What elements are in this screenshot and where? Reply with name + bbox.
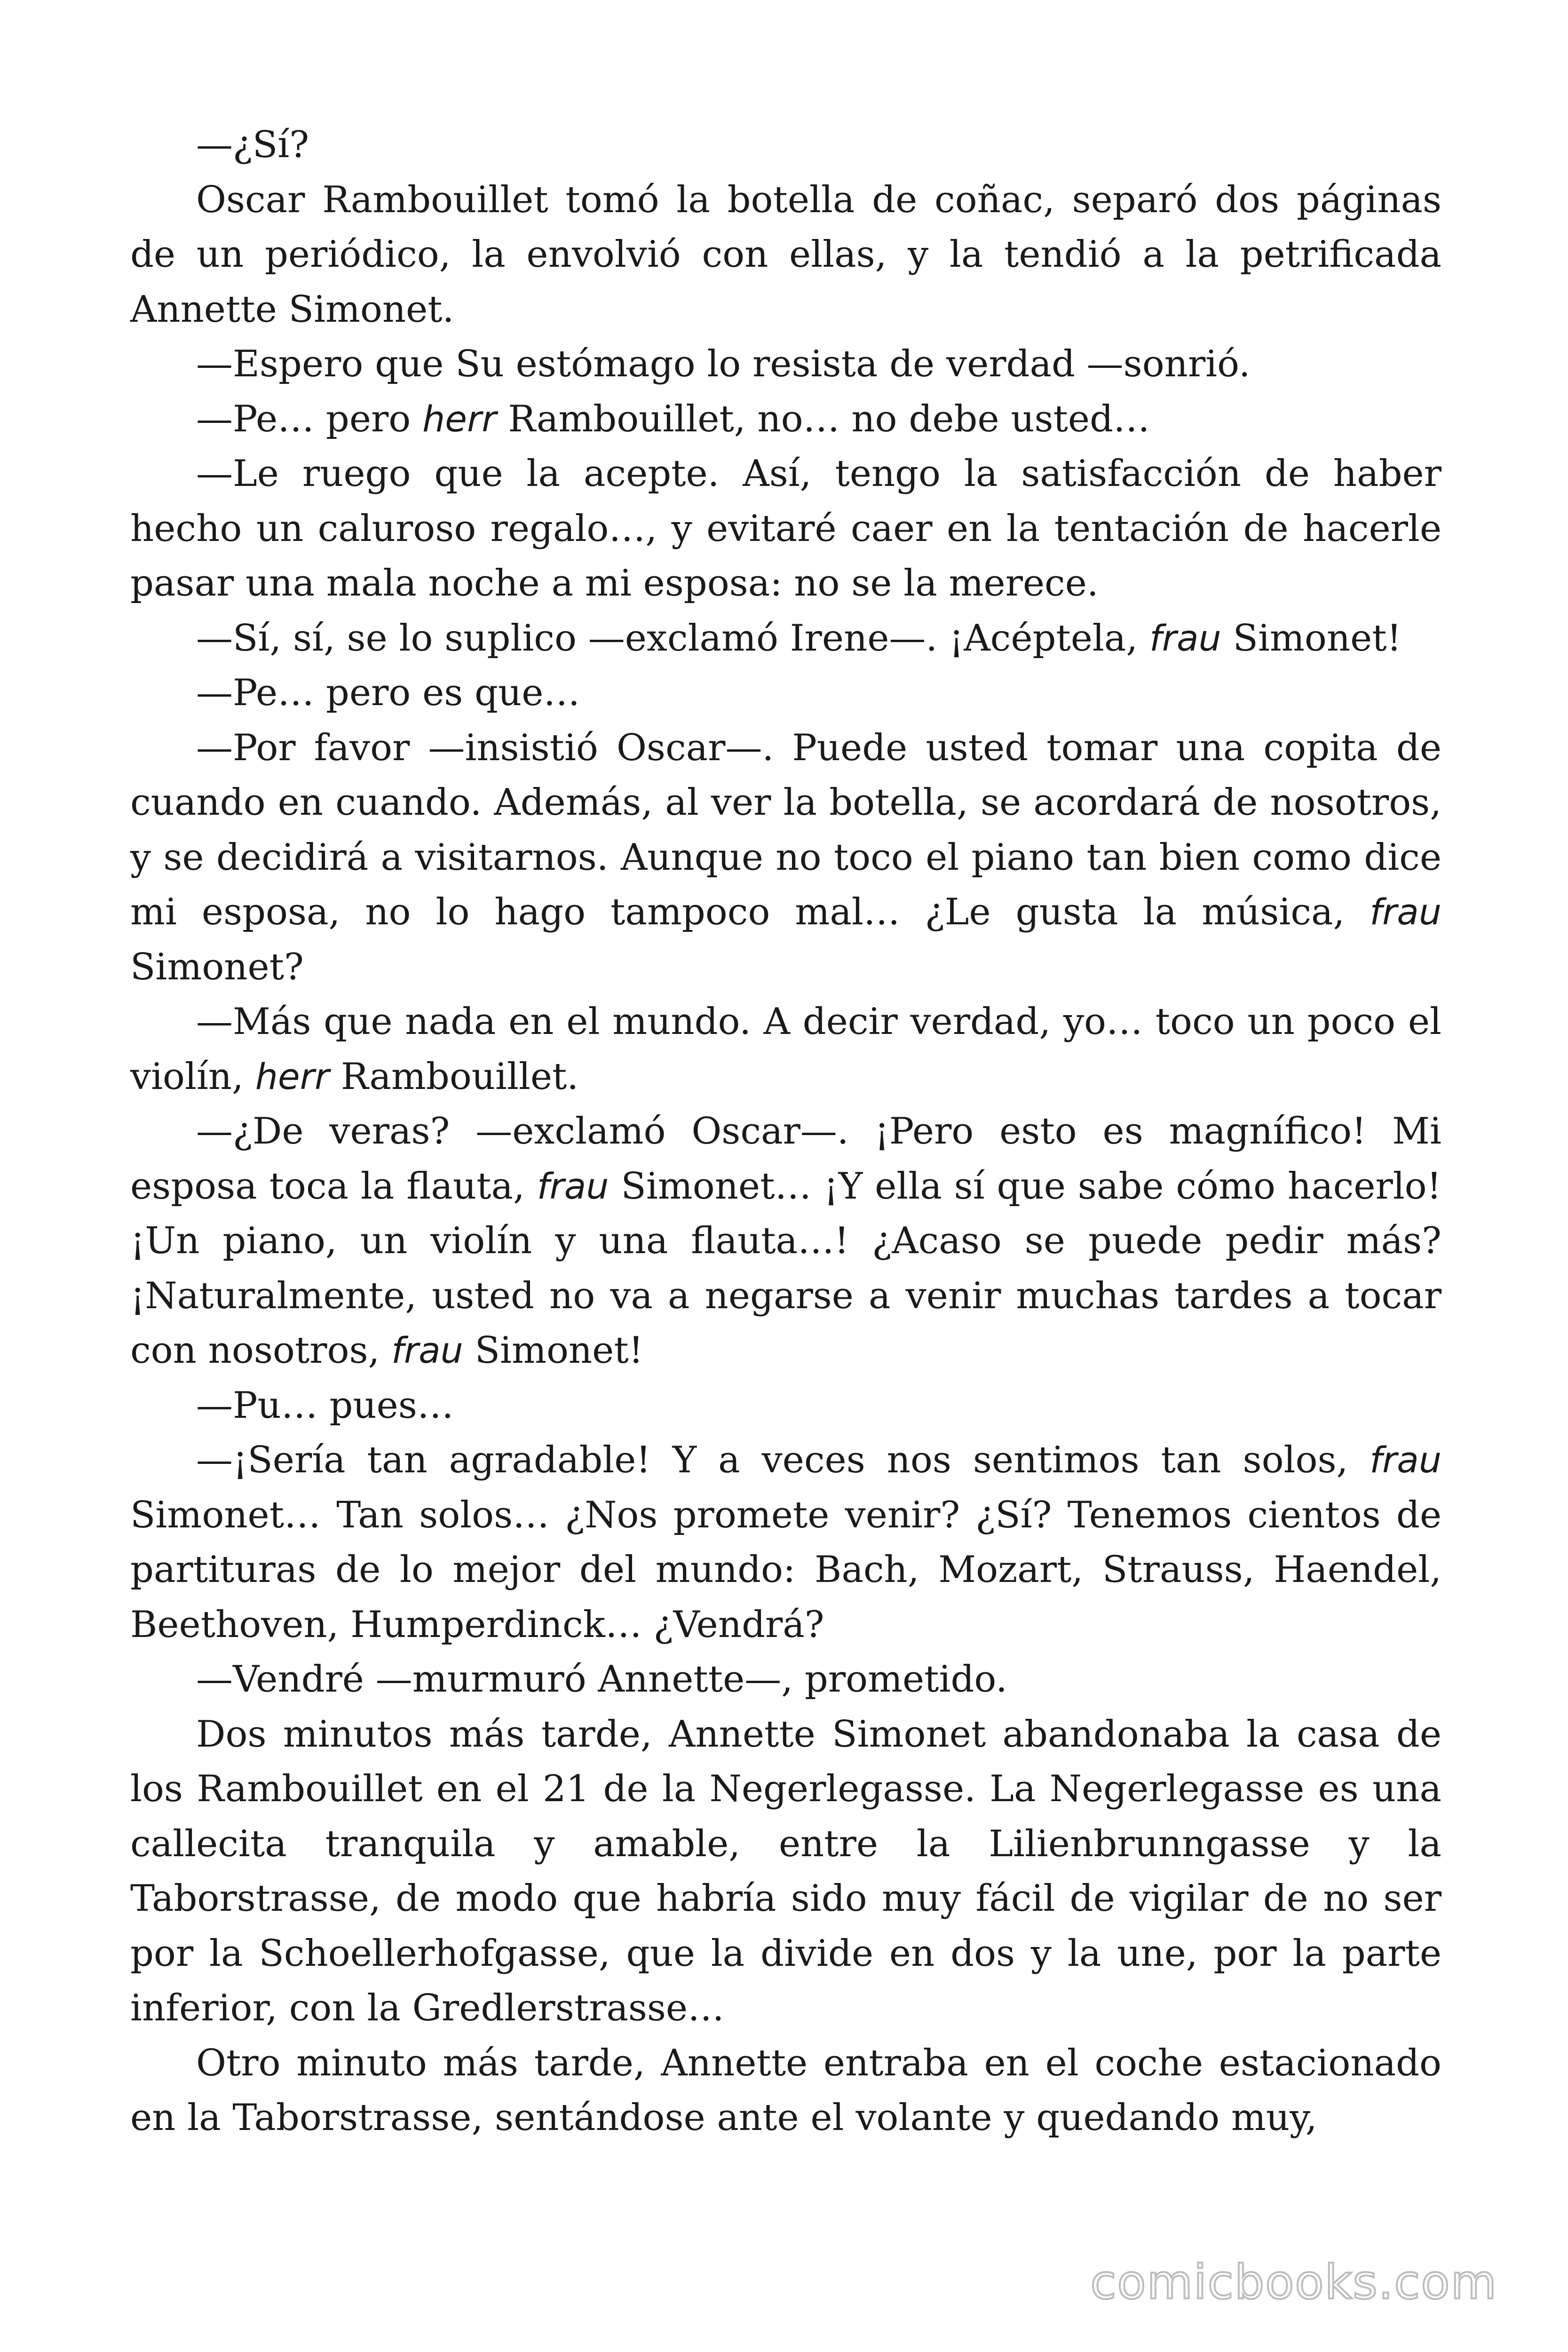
- italic-term: frau: [391, 1329, 463, 1371]
- page-body: [130, 118, 1441, 2145]
- text-run: Rambouillet, no… no debe usted…: [496, 397, 1150, 440]
- paragraph: [130, 173, 1441, 337]
- paragraph: [130, 1652, 1441, 1707]
- text-run: Simonet… Tan solos… ¿Nos promete venir? ¿Sí? Tenemos cientos de partituras de lo mejor del mundo: Bach, Mozart, Strauss, Haendel, Beethoven, Humperdinck… ¿Vendrá?: [130, 1494, 1441, 1646]
- italic-term: herr: [255, 1055, 330, 1097]
- text-run: —¿Sí?: [196, 124, 309, 166]
- paragraph: [130, 1433, 1441, 1652]
- paragraph: [130, 994, 1441, 1104]
- paragraph: [130, 2036, 1441, 2145]
- text-run: —Sí, sí, se lo suplico —exclamó Irene—. ¡Acéptela,: [196, 617, 1149, 660]
- paragraph: [130, 337, 1441, 392]
- paragraph: [130, 1378, 1441, 1433]
- text-run: —Más que nada en el mundo. A decir verdad, yo… toco un poco el violín,: [130, 1001, 1441, 1098]
- italic-term: frau: [1370, 1439, 1441, 1481]
- text-run: —Le ruego que la acepte. Así, tengo la satisfacción de haber hecho un caluroso regalo…, y evitaré caer en la tentación de hacerle pasar una mala noche a mi esposa: no se la merece.: [130, 453, 1441, 604]
- text-run: —Por favor —insistió Oscar—. Puede usted tomar una copita de cuando en cuando. Además, al ver la botella, se acordará de nosotros, y se decidirá a visitarnos. Aunque no toco el piano tan bien como dice mi esposa, no lo hago tampoco mal… ¿Le gusta la música,: [130, 726, 1441, 933]
- text-run: Simonet… ¡Y ella sí que sabe cómo hacerlo! ¡Un piano, un violín y una flauta…! ¿Acaso se puede pedir más? ¡Naturalmente, usted no va a negarse a venir muchas tardes a tocar con nosotros,: [130, 1165, 1441, 1372]
- paragraph: [130, 446, 1441, 611]
- text-run: Simonet!: [463, 1329, 644, 1372]
- italic-term: frau: [1149, 617, 1221, 659]
- paragraph: [130, 392, 1441, 447]
- paragraph: [130, 1104, 1441, 1378]
- paragraph: [130, 118, 1441, 173]
- italic-term: frau: [537, 1165, 609, 1207]
- text-run: Otro minuto más tarde, Annette entraba en el coche estacionado en la Taborstrasse, sentándose ante el volante y quedando muy,: [130, 2042, 1441, 2139]
- text-run: —Pe… pero es que…: [196, 672, 580, 714]
- italic-term: frau: [1370, 891, 1441, 933]
- text-run: —Espero que Su estómago lo resista de verdad —sonrió.: [196, 343, 1251, 385]
- site-watermark: comicbooks.com: [1090, 2255, 1497, 2310]
- text-run: Rambouillet.: [329, 1055, 579, 1098]
- text-run: Dos minutos más tarde, Annette Simonet abandonaba la casa de los Rambouillet en el 21 de la Negerlegasse. La Negerlegasse es una callecita tranquila y amable, entre la Lilienbrunngasse y la Taborstrasse, de modo que habría sido muy fácil de vigilar de no ser por la Schoellerhofgasse, que la divide en dos y la une, por la parte inferior, con la Gredlerstrasse…: [130, 1713, 1441, 2029]
- text-run: Simonet?: [130, 946, 304, 988]
- paragraph: [130, 611, 1441, 666]
- text-run: —Pe… pero: [196, 397, 423, 440]
- text-run: —Vendré —murmuró Annette—, prometido.: [196, 1658, 1007, 1700]
- text-run: —¡Sería tan agradable! Y a veces nos sentimos tan solos,: [196, 1439, 1370, 1481]
- paragraph: [130, 721, 1441, 995]
- text-run: —Pu… pues…: [196, 1384, 454, 1427]
- text-run: Simonet!: [1221, 617, 1402, 660]
- italic-term: herr: [422, 397, 497, 440]
- paragraph: [130, 1707, 1441, 2036]
- text-run: —¿De veras? —exclamó Oscar—. ¡Pero esto es magnífico! Mi esposa toca la flauta,: [130, 1110, 1441, 1208]
- paragraph: [130, 666, 1441, 721]
- text-run: Oscar Rambouillet tomó la botella de coñac, separó dos páginas de un periódico, la envolvió con ellas, y la tendió a la petrificada Annette Simonet.: [130, 178, 1441, 331]
